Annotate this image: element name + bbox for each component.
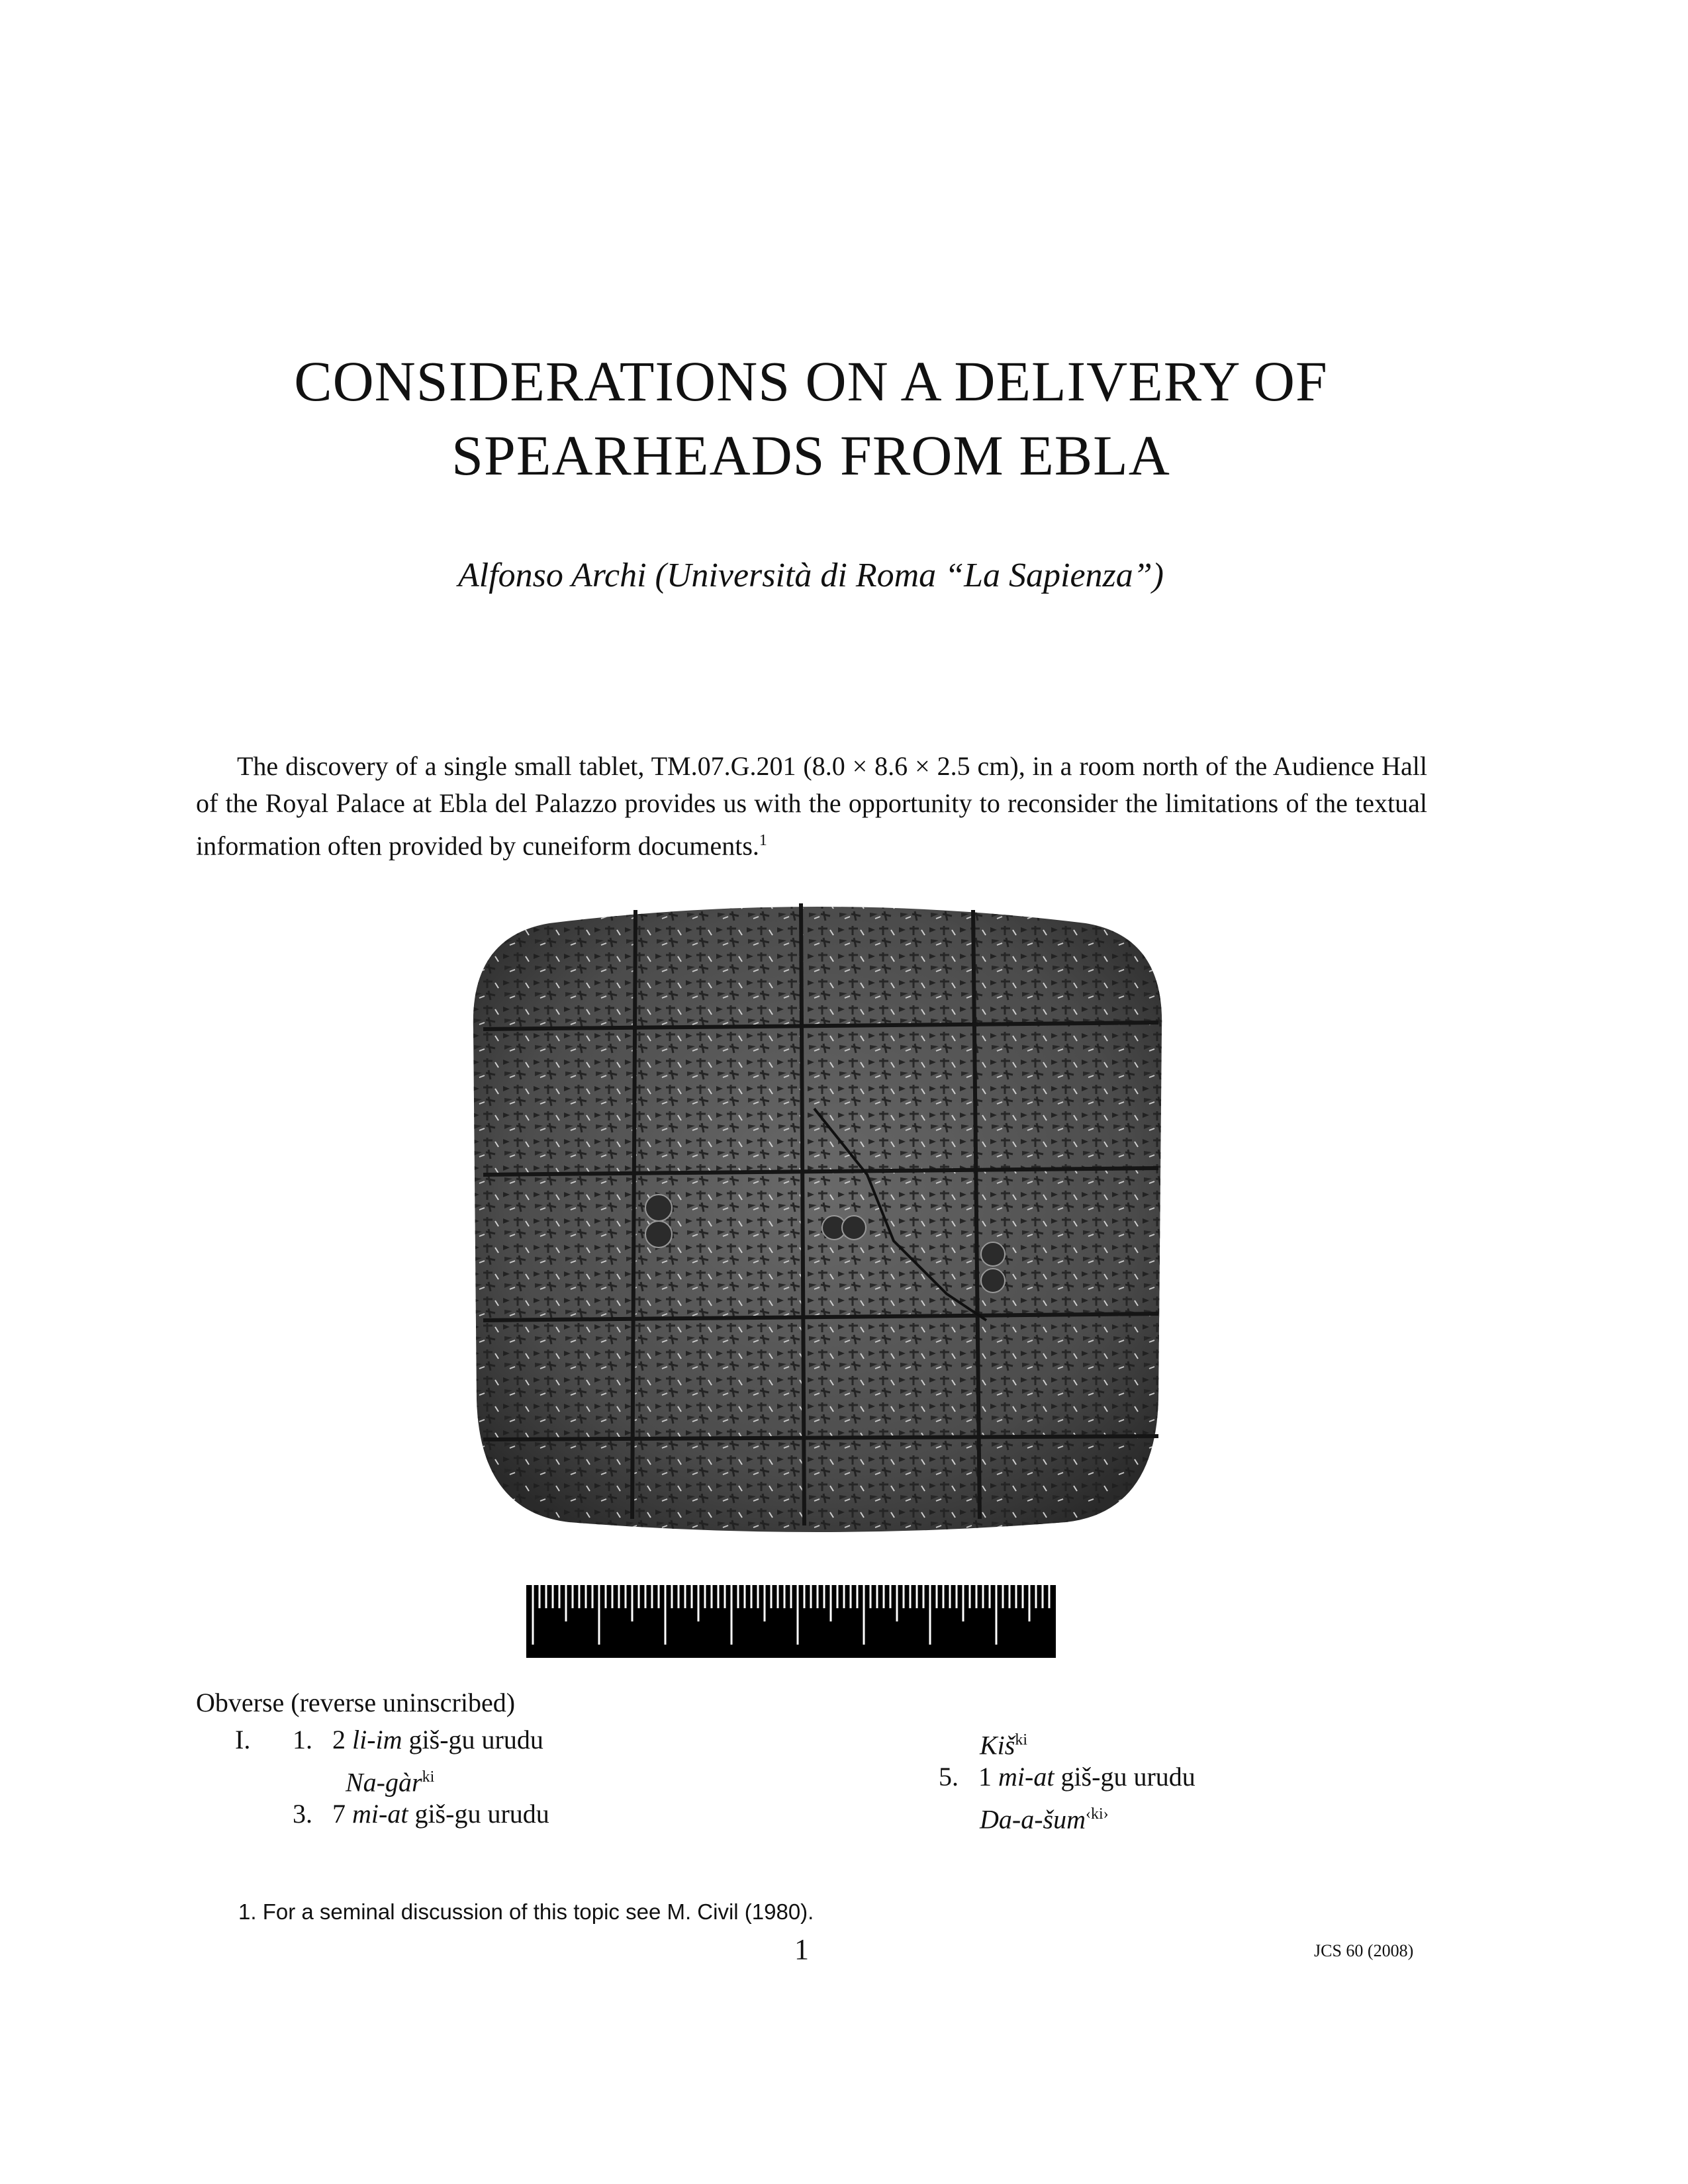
author-line: Alfonso Archi (Università di Roma “La Sapienza”) (458, 557, 1164, 594)
transliterated-text: giš-gu urudu (1060, 1762, 1196, 1792)
transliterated-word: mi-at (352, 1799, 408, 1829)
determinative: ki (1015, 1731, 1028, 1749)
transliterated-text: giš-gu urudu (408, 1725, 543, 1754)
journal-reference: JCS 60 (2008) (1314, 1941, 1414, 1960)
transliteration-line (293, 1721, 543, 1758)
intro-text: The discovery of a single small tablet, TM.07.G.201 (8.0 × 8.6 × 2.5 cm), in a room north of the Audience Hall of the Royal Palace at Ebla del Palazzo provides us with the opportunity to reconsider the limitations of the textual information often provided by cuneiform documents. (196, 751, 1427, 861)
transliterated-word: mi-at (998, 1762, 1055, 1792)
determinative: ki (422, 1768, 435, 1786)
title-line-2: SPEARHEADS FROM EBLA (451, 424, 1170, 487)
transliteration-line (293, 1796, 549, 1833)
column-number: I. (235, 1725, 251, 1754)
line-number: 1. (293, 1725, 312, 1754)
line-number: 3. (293, 1799, 312, 1829)
line-number: 5. (939, 1762, 959, 1792)
transliteration-line (980, 1796, 1109, 1838)
transliteration-line (346, 1758, 434, 1801)
transliteration-line (980, 1721, 1027, 1764)
footnote-ref: 1 (759, 832, 767, 849)
place-name: Da-a-šum (980, 1804, 1086, 1835)
figure-caption: Obverse (reverse uninscribed) (196, 1688, 516, 1717)
place-name: Kiš (980, 1730, 1015, 1760)
page-number: 1 (794, 1933, 809, 1966)
place-name: Na-gàr (346, 1767, 422, 1797)
intro-paragraph (196, 748, 1427, 864)
transliteration-line (939, 1758, 1196, 1796)
footnote: 1. For a seminal discussion of this topic see M. Civil (1980). (238, 1899, 814, 1924)
quantity: 1 (978, 1762, 992, 1792)
tablet-photo (470, 897, 1165, 1532)
transliterated-word: li-im (352, 1725, 402, 1754)
title-line-1: CONSIDERATIONS ON A DELIVERY OF (294, 349, 1328, 413)
transliterated-text: giš-gu urudu (414, 1799, 549, 1829)
article-title (0, 344, 1622, 492)
determinative: ‹ki› (1085, 1805, 1109, 1823)
scale-ruler (526, 1585, 1056, 1658)
quantity: 2 (332, 1725, 346, 1754)
quantity: 7 (332, 1799, 346, 1829)
